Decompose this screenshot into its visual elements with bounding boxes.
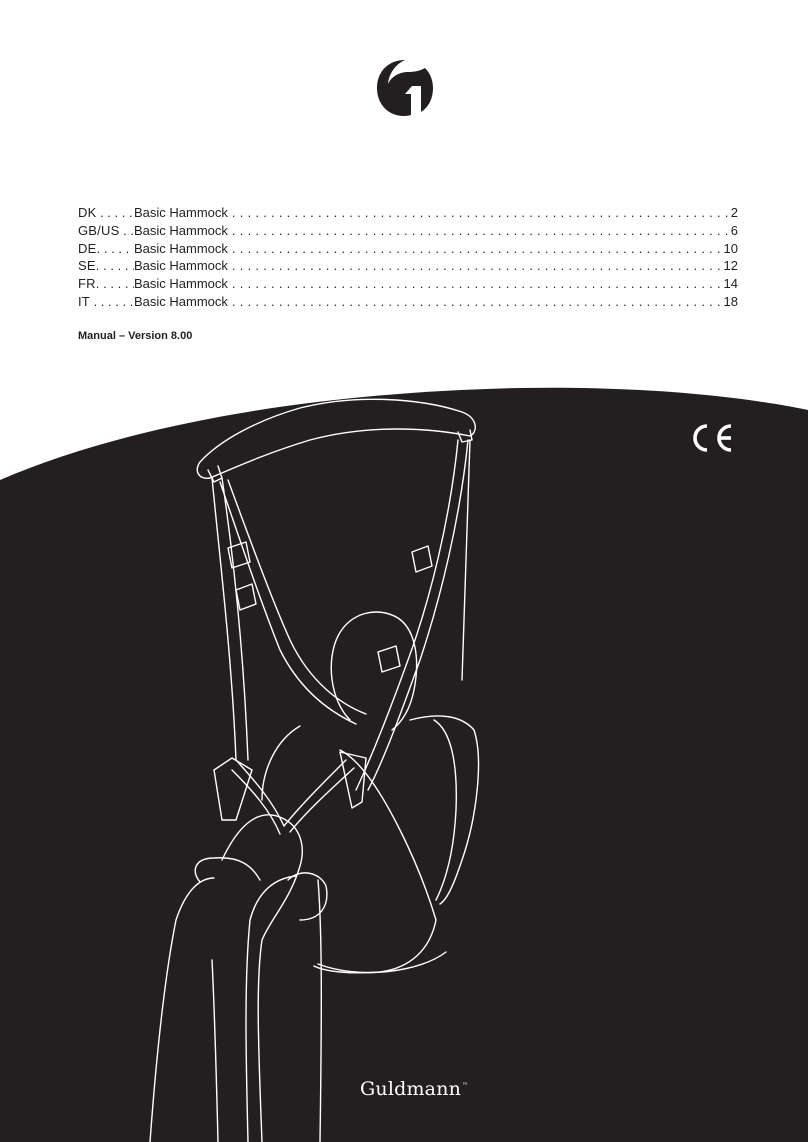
toc-language-code: DE. . . . bbox=[78, 240, 134, 258]
toc-language-code: GB/US . . . bbox=[78, 222, 134, 240]
toc-title: Basic Hammock bbox=[134, 276, 228, 292]
toc-page-number: 12 bbox=[723, 258, 738, 274]
trademark-symbol: ™ bbox=[462, 1082, 469, 1089]
toc-language-code: DK . . . bbox=[78, 204, 134, 222]
toc-language-code: IT . . . bbox=[78, 293, 134, 311]
brand-name: Guldmann bbox=[360, 1078, 462, 1100]
toc-title: Basic Hammock bbox=[134, 222, 228, 238]
toc-title: Basic Hammock bbox=[134, 293, 228, 309]
brand-wordmark bbox=[360, 1078, 468, 1100]
toc-language-code: SE. . . . bbox=[78, 257, 134, 275]
toc-title: Basic Hammock bbox=[134, 205, 228, 220]
toc-page-number: 6 bbox=[730, 222, 738, 238]
toc-page-number: 10 bbox=[723, 240, 738, 256]
toc-title: Basic Hammock bbox=[134, 258, 228, 274]
cover-black-shape bbox=[0, 388, 808, 1142]
toc-page-number: 2 bbox=[730, 205, 738, 220]
toc-page-number: 14 bbox=[723, 276, 738, 292]
toc-page-number: 18 bbox=[723, 293, 738, 309]
toc-language-code: FR. . . . bbox=[78, 275, 134, 293]
toc-title: Basic Hammock bbox=[134, 240, 228, 256]
manual-version: Manual – Version 8.00 bbox=[78, 330, 193, 342]
ce-mark-icon bbox=[690, 423, 736, 453]
